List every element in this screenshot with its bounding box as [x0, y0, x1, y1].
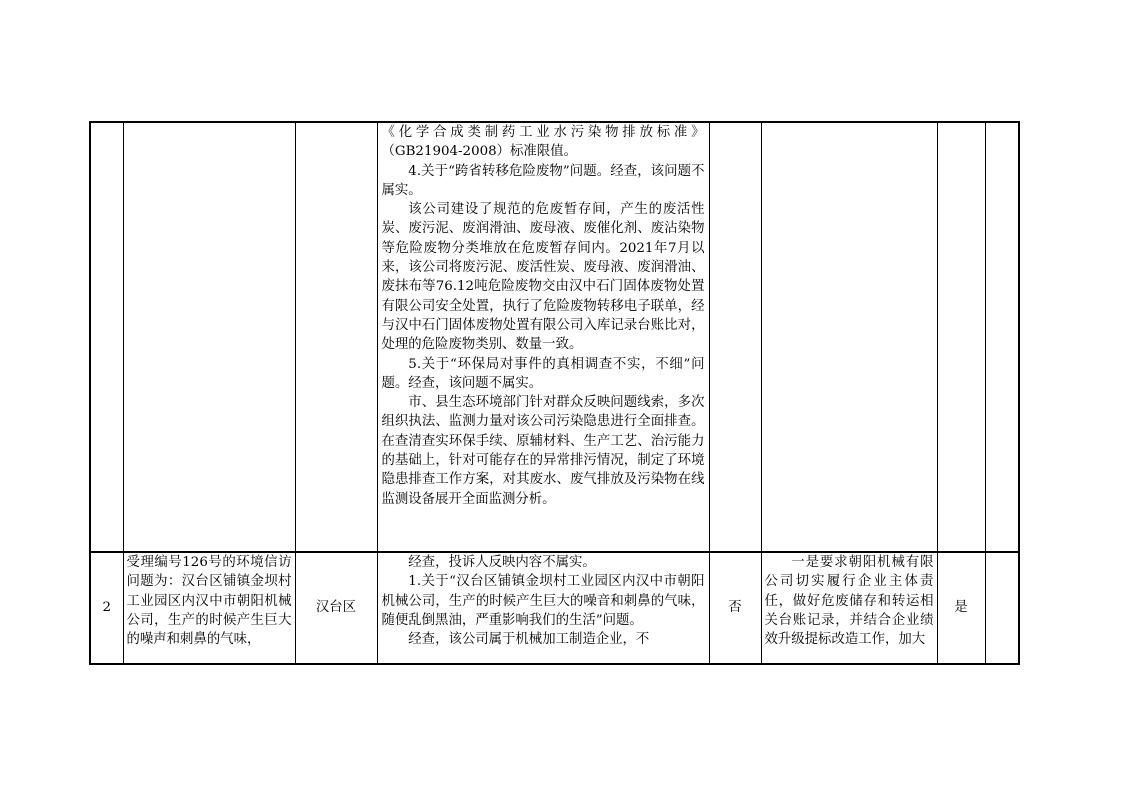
findings-paragraph: 5.关于“环保局对事件的真相调查不实，不细”问题。经查，该问题不属实。	[381, 356, 705, 391]
handled-cell	[937, 122, 985, 552]
findings-paragraph: 1.关于“汉台区铺镇金坝村工业园区内汉中市朝阳机械公司，生产的时候产生巨大的噪音和刺鼻的气味，随便乱倒黑油，严重影响我们的生活”问题。	[381, 574, 705, 628]
complaint-description: 受理编号126号的环境信访问题为：汉台区铺镇金坝村工业园区内汉中市朝阳机械公司，生产的时候产生巨大的噪声和刺鼻的气味，	[123, 552, 295, 664]
substantiated-cell	[709, 122, 761, 552]
findings-paragraph: 经查，该公司属于机械加工制造企业，不	[408, 632, 650, 648]
findings-cell	[377, 552, 709, 664]
table-row	[90, 122, 1019, 552]
findings-paragraph: 该公司建设了规范的危废暂存间，产生的废活性炭、废污泥、废润滑油、废母液、废催化剂、废沾染物等危险废物分类堆放在危废暂存间内。2021年7月以来，该公司将废污泥、废活性炭、废母液、废润滑油、废抹布等76.12吨危险废物交由汉中石门固体废物处置有限公司安全处置，执行了危险废物转移电子联单，经与汉中石门固体废物处置有限公司入库记录台账比对，处理的危险废物类别、数量一致。	[381, 202, 705, 353]
remarks-cell	[985, 122, 1019, 552]
measures-cell	[761, 122, 937, 552]
remarks-cell	[985, 552, 1019, 664]
substantiated-value: 否	[709, 552, 761, 664]
district: 汉台区	[295, 552, 377, 664]
handled-value: 是	[937, 552, 985, 664]
findings-paragraph: 经查，投诉人反映内容不属实。	[408, 555, 596, 570]
findings-paragraph: 4.关于“跨省转移危险废物”问题。经查，该问题不属实。	[381, 163, 705, 198]
district-cell	[295, 122, 377, 552]
findings-paragraph: 《化学合成类制药工业水污染物排放标准》（GB21904-2008）标准限值。	[381, 125, 705, 160]
findings-text	[382, 123, 705, 509]
complaint-table	[89, 121, 1020, 665]
findings-cell	[377, 122, 709, 552]
findings-paragraph: 市、县生态环境部门针对群众反映问题线索，多次组织执法、监测力量对该公司污染隐患进行全面排查。在查清查实环保手续、原辅材料、生产工艺、治污能力的基础上，针对可能存在的异常排污情况，制定了环境隐患排查工作方案，对其废水、废气排放及污染物在线监测设备展开全面监测分析。	[381, 395, 705, 507]
row-number: 2	[90, 552, 123, 664]
row-number-cell	[90, 122, 123, 552]
findings-text	[382, 553, 705, 649]
rectification-measures: 一是要求朝阳机械有限公司切实履行企业主体责任，做好危废储存和转运相关台账记录，并结合企业绩效升级提标改造工作，加大	[761, 552, 937, 664]
table-row	[90, 552, 1019, 664]
description-cell	[123, 122, 295, 552]
